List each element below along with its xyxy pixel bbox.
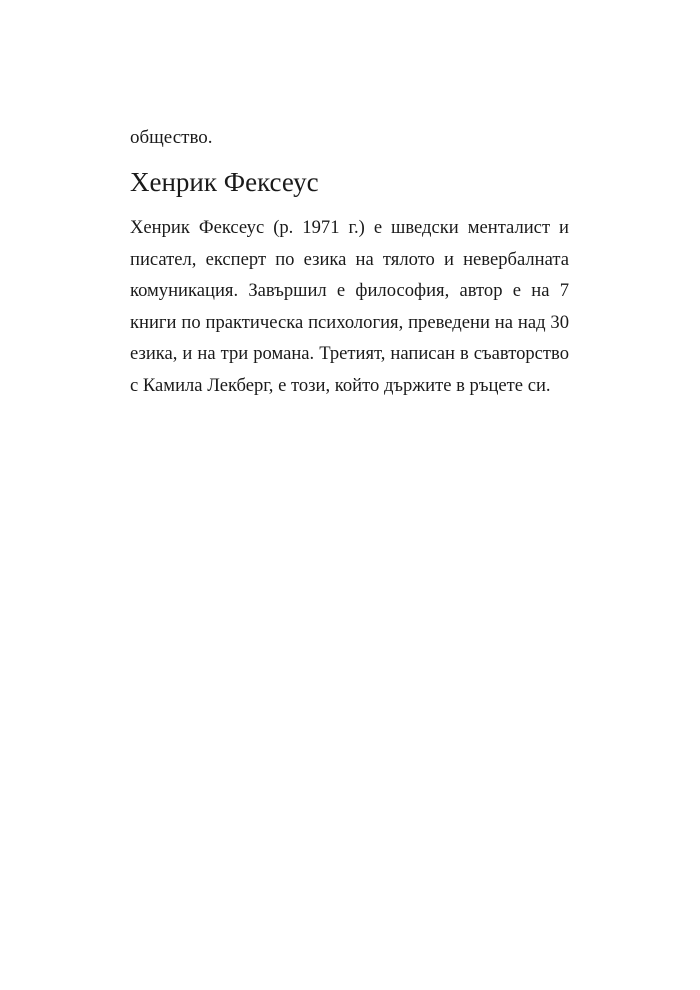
paragraph-line: писател, експерт по езика на тялото и невербалната [130, 248, 569, 270]
continuation-text: общество. [130, 127, 213, 148]
paragraph-line: с Камила Лекберг, е този, който държите в ръцете си. [130, 374, 551, 396]
author-bio-paragraph [130, 212, 569, 401]
paragraph-line: комуникация. Завършил е философия, автор е на 7 [130, 280, 569, 301]
author-heading: Хенрик Фексеус [130, 167, 319, 197]
paragraph-line: Хенрик Фексеус (р. 1971 г.) е шведски менталист и [130, 217, 569, 238]
paragraph-line: езика, и на три романа. Третият, написан в съавторство [130, 343, 569, 364]
paragraph-line: книги по практическа психология, преведени на над 30 [130, 311, 569, 333]
